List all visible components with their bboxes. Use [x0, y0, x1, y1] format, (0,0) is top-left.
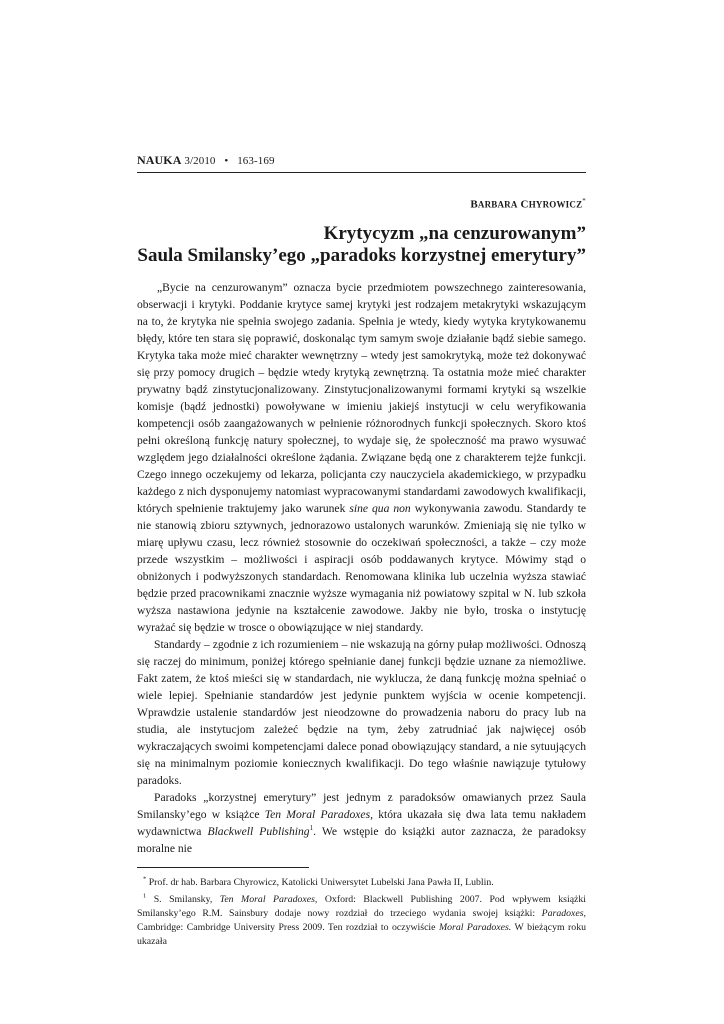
article-body [137, 279, 586, 857]
paragraph-3-text: Paradoks „korzystnej emerytury” jest jednym z paradoksów omawianych przez Saula Smilansky’ego w książce [137, 790, 586, 821]
footnote-rule [137, 867, 309, 868]
journal-issue: 3/2010 [184, 155, 216, 167]
footnote-star-mark: * [143, 875, 147, 883]
footnote-1-book3: Moral Paradoxes. [438, 921, 512, 933]
paragraph-1 [137, 279, 586, 636]
journal-name: NAUKA [137, 153, 182, 167]
footnote-1-book: Ten Moral Paradoxes, [219, 893, 318, 905]
journal-pages: 163-169 [237, 155, 275, 167]
footnote-author-text: Prof. dr hab. Barbara Chyrowicz, Katolicki Uniwersytet Lubelski Jana Pawła II, Lublin. [148, 876, 494, 888]
author-last-initial: C [520, 198, 529, 211]
paragraph-1-end: wykonywania zawodu. Standardy te nie stanowią zbioru sztywnych, jednorazowo ustalonych warunków. Zmieniają się nie tylko w miarę upływu czasu, lecz również stosownie do oczekiwań społeczności, a także – czy może przede wszystkim – możliwości i aspiracji osób poddawanych krytyce. Mówimy stąd o obniżonych i podwyższonych standardach. Renomowana klinika lub uczelnia wyższa stawiać będzie przed pracownikami znacznie wyższe wymagania niż powiatowy szpital w N. lub szkoła wyższa nastawiona jedynie na kształcenie zawodowe. Jakby nie było, troska o instytucję wyrażać się będzie w trosce o obowiązujące w niej standardy. [137, 501, 586, 634]
footnote-author [137, 876, 586, 890]
header-rule [137, 172, 586, 173]
journal-header [137, 152, 586, 169]
paragraph-1-text: „Bycie na cenzurowanym” oznacza bycie przedmiotem powszechnego zainteresowania, obserwacji i krytyki. Poddanie krytyce samej krytyki jest rodzajem metakrytyki wskazującym na to, że krytyka nie spełnia swojego zadania. Spełnia je wtedy, kiedy wytyka krytykowanemu błędy, które ten stara się poprawić, doskonaląc tym samym swoje działanie bądź siebie samego. Krytyka taka może mieć charakter wewnętrzny – wtedy jest samokrytyką, może też dokonywać się przy pomocy drugich – będzie wtedy krytyką zewnętrzną. Ta ostatnia może mieć charakter prywatny bądź zinstytucjonalizowany. Zinstytucjonalizowanymi formami krytyki są wszelkie komisje (bądź jednostki) powoływane w imieniu jakiejś instytucji w celu weryfikowania kompetencji osób zaangażowanych w pełnienie różnorodnych funkcji społecznych. Skoro ktoś pełni określoną funkcję natury społecznej, to wydaje się, że społeczność ma prawo wysuwać względem jego działalności określone żądania. Związane będą one z charakterem tejże funkcji. Czego innego oczekujemy od lekarza, policjanta czy nauczyciela akademickiego, w przypadku każdego z nich dysponujemy natomiast wypracowanymi standardami zawodowych kwalifikacji, których spełnienie traktujemy jako warunek [137, 280, 586, 515]
paragraph-3-mid: , która ukazała się dwa lata temu nakładem wydawnictwa [137, 807, 586, 838]
footnote-1-text-a: S. Smilansky, [153, 893, 213, 905]
article-title [137, 223, 586, 267]
publisher-name: Blackwell Publishing [207, 824, 310, 838]
book-title: Ten Moral Paradoxes [264, 807, 371, 821]
author-first-rest: ARBARA [477, 199, 518, 210]
author-name [137, 197, 586, 211]
title-line-2: Saula Smilansky’ego „paradoks korzystnej emerytury” [137, 244, 586, 266]
footnote-1-mark: 1 [143, 892, 147, 900]
footnote-ref-1[interactable]: 1 [309, 823, 314, 832]
footnote-1-book2: Paradoxes, [541, 907, 586, 919]
footnote-1-text-b: Oxford: Blackwell Publishing 2007. Pod wpływem książki Smilansky’ego R.M. Sainsbury dodaje nowy rozdział do trzeciego wydania swojej książki: [137, 893, 587, 919]
latin-phrase: sine qua non [349, 501, 411, 515]
paragraph-2: Standardy – zgodnie z ich rozumieniem – nie wskazują na górny pułap możliwości. Odnoszą się raczej do minimum, poniżej którego spełnianie danej funkcji będzie uznane za niemożliwe. Fakt zatem, że ktoś mieści się w standardach, nie wyklucza, że daną funkcję można spełniać o wiele lepiej. Spełnianie standardów jest jedynie punktem wyjścia w ocenie kompetencji. Wprawdzie ustalenie standardów jest nieodzowne do prowadzenia naboru do pracy lub na studia, ale instytucjom zależeć będzie na tym, żeby zatrudniać jak najwięcej osób wykraczających swoimi kompetencjami dalece ponad obowiązujący standard, a nie sytuujących się na minimalnym poziomie koniecznych kwalifikacji. Do tego właśnie nawiązuje tytułowy paradoks. [137, 637, 586, 787]
header-separator: • [224, 155, 229, 167]
footnote-1-text-d: W bieżącym roku ukazała [137, 921, 587, 947]
author-last-rest: HYROWICZ [528, 199, 583, 210]
footnote-1-text-c: Cambridge: Cambridge University Press 2009. Ten rozdział to oczywiście [137, 921, 436, 933]
title-line-1: Krytycyzm „na cenzurowanym” [323, 222, 586, 244]
author-footnote-mark: * [582, 197, 586, 205]
paragraph-3 [137, 789, 586, 857]
document-page [137, 152, 586, 952]
footnotes [137, 876, 586, 949]
footnote-1 [137, 893, 586, 949]
paragraph-3-end: . We wstępie do książki autor zaznacza, że paradoksy moralne nie [137, 824, 587, 855]
author-first-initial: B [470, 198, 478, 211]
